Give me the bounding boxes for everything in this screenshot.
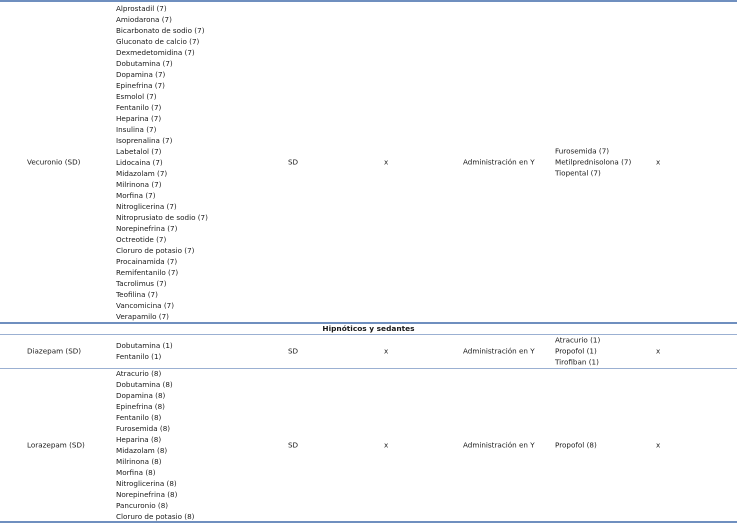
compatible-item: Epinefrina (8) xyxy=(116,402,165,411)
compatible-item: Remifentanilo (7) xyxy=(116,268,179,277)
administration-cell: Administración en Y xyxy=(463,346,535,356)
compatible-item: Esmolol (7) xyxy=(116,92,157,101)
compatible-item: Dobutamina (1) xyxy=(116,341,173,350)
incompatible-item: Tiopental (7) xyxy=(555,168,601,178)
compatible-item: Dobutamina (8) xyxy=(116,380,173,389)
compatible-list xyxy=(116,3,208,322)
compatible-item: Fentanilo (8) xyxy=(116,413,162,422)
x-mark: x xyxy=(384,440,389,449)
incompatible-item: Propofol (1) xyxy=(555,346,597,356)
x-mark-2: x xyxy=(656,157,661,167)
x-mark-2: x xyxy=(656,440,661,449)
compatible-item: Midazolam (7) xyxy=(116,169,168,178)
compatible-item: Morfina (8) xyxy=(116,468,156,477)
compatible-item: Fentanilo (7) xyxy=(116,103,162,112)
top-rule xyxy=(0,0,737,2)
compatible-item: Insulina (7) xyxy=(116,125,157,134)
compatible-item: Bicarbonato de sodio (7) xyxy=(116,26,205,35)
compatible-item: Dopamina (7) xyxy=(116,70,166,79)
compatible-item: Alprostadil (7) xyxy=(116,4,167,13)
x-mark: x xyxy=(384,157,389,167)
administration-cell: Administración en Y xyxy=(463,440,535,449)
table-row-diazepam xyxy=(0,335,737,367)
drug-name: Lorazepam (SD) xyxy=(27,440,85,449)
compatible-item: Procainamida (7) xyxy=(116,257,178,266)
compatible-item: Midazolam (8) xyxy=(116,446,168,455)
sd-cell: SD xyxy=(288,157,299,167)
compatible-item: Epinefrina (7) xyxy=(116,81,165,90)
compatible-item: Vancomicina (7) xyxy=(116,301,175,310)
compatible-item: Atracurio (8) xyxy=(116,369,162,378)
compatible-item: Dexmedetomidina (7) xyxy=(116,48,195,57)
compatible-item: Octreotide (7) xyxy=(116,235,167,244)
incompatible-list xyxy=(555,335,600,368)
compatible-item: Gluconato de calcio (7) xyxy=(116,37,200,46)
sd-cell: SD xyxy=(288,346,299,356)
compatible-item: Norepinefrina (7) xyxy=(116,224,178,233)
compatible-item: Teofilina (7) xyxy=(116,290,158,299)
incompatible-item: Propofol (8) xyxy=(555,440,597,449)
compatible-item: Cloruro de potasio (7) xyxy=(116,246,195,255)
compatible-item: Fentanilo (1) xyxy=(116,352,162,361)
compatible-item: Cloruro de potasio (8) xyxy=(116,512,195,521)
incompatible-item: Atracurio (1) xyxy=(555,335,601,345)
compatible-item: Labetalol (7) xyxy=(116,147,162,156)
compatible-item: Isoprenalina (7) xyxy=(116,136,173,145)
drug-name: Diazepam (SD) xyxy=(27,346,82,356)
table-row-lorazepam xyxy=(0,368,737,521)
compatible-item: Morfina (7) xyxy=(116,191,156,200)
compatible-list xyxy=(116,340,173,362)
section-title: Hipnóticos y sedantes xyxy=(322,324,415,333)
x-mark: x xyxy=(384,346,389,356)
compatible-item: Heparina (8) xyxy=(116,435,162,444)
compatible-item: Milrinona (8) xyxy=(116,457,162,466)
compatible-item: Milrinona (7) xyxy=(116,180,162,189)
sd-cell: SD xyxy=(288,440,299,449)
compatible-list xyxy=(116,368,194,522)
incompatible-item: Furosemida (7) xyxy=(555,146,610,156)
compatible-item: Pancuronio (8) xyxy=(116,501,169,510)
compatible-item: Heparina (7) xyxy=(116,114,162,123)
x-mark-2: x xyxy=(656,346,661,356)
compatible-item: Dopamina (8) xyxy=(116,391,166,400)
compatible-item: Amiodarona (7) xyxy=(116,15,172,24)
administration-cell: Administración en Y xyxy=(463,157,535,167)
drug-name: Vecuronio (SD) xyxy=(27,157,81,167)
incompatible-list xyxy=(555,146,631,179)
compatible-item: Tacrolimus (7) xyxy=(116,279,167,288)
compatible-item: Norepinefrina (8) xyxy=(116,490,178,499)
compatible-item: Lidocaina (7) xyxy=(116,158,163,167)
compatible-item: Nitroglicerina (8) xyxy=(116,479,177,488)
compatible-item: Nitroglicerina (7) xyxy=(116,202,177,211)
compatible-item: Dobutamina (7) xyxy=(116,59,173,68)
table-row-vecuronio xyxy=(0,3,737,321)
compatible-item: Verapamilo (7) xyxy=(116,312,169,321)
compatible-item: Furosemida (8) xyxy=(116,424,171,433)
compatible-item: Nitroprusiato de sodio (7) xyxy=(116,213,208,222)
incompatible-item: Metilprednisolona (7) xyxy=(555,157,632,167)
incompatible-list xyxy=(555,439,597,450)
incompatible-item: Tirofiban (1) xyxy=(555,357,599,367)
bottom-rule xyxy=(0,521,737,523)
